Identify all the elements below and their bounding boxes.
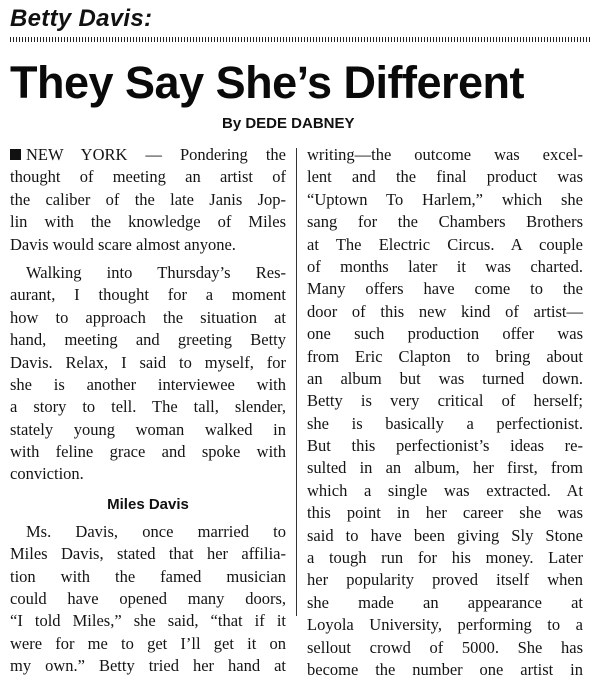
text-line: sellout crowd of 5000. She has	[307, 637, 583, 657]
text-line: aurant, I thought for a moment	[10, 285, 286, 305]
article-kicker: Betty Davis:	[10, 5, 153, 32]
text-line: how to approach the situation at	[10, 307, 286, 327]
kicker-rule	[10, 37, 590, 42]
paragraph-1	[10, 144, 286, 256]
text-line: my own.” Betty tried her hand at	[10, 656, 286, 676]
article-column-right	[307, 144, 583, 681]
text-line: Walking into Thursday’s Res-	[26, 262, 286, 282]
text-line: Betty is very critical of herself;	[307, 391, 583, 411]
text-line: thought of meeting an artist of	[10, 167, 286, 187]
text-line: an album but was turned down.	[307, 368, 583, 388]
text-line: at The Electric Circus. A couple	[307, 234, 583, 254]
text-line: with feline grace and spoke with	[10, 442, 286, 462]
text-line: lin with the knowledge of Miles	[10, 212, 286, 232]
text-line: she is basically a perfectionist.	[307, 413, 583, 433]
text-line: could have opened many doors,	[10, 589, 286, 609]
paragraph-2	[10, 262, 286, 486]
text-line: she is another interviewee with	[10, 374, 286, 394]
text-line: were for me to get I’ll get it on	[10, 633, 286, 653]
text-line: Many offers have come to the	[307, 279, 583, 299]
paragraph-bullet-icon	[10, 149, 21, 160]
text-line: sang for the Chambers Brothers	[307, 212, 583, 232]
section-subhead: Miles Davis	[107, 495, 189, 513]
text-line: conviction.	[10, 464, 84, 484]
text-line: she made an appearance at	[307, 592, 583, 612]
text-line: tion with the famed musician	[10, 566, 286, 586]
text-line: writing—the outcome was excel-	[307, 145, 583, 164]
text-line: “I told Miles,” she said, “that if it	[10, 611, 286, 631]
column-divider	[296, 148, 297, 616]
text-line: Loyola University, performing to a	[307, 615, 583, 635]
text-line: one such production offer was	[307, 324, 583, 344]
text-line	[10, 144, 286, 166]
text-line: of months later it was charted.	[307, 256, 583, 276]
text-line: lent and the final product was	[307, 167, 583, 187]
paragraph-3	[10, 521, 286, 678]
text-line: which a single was extracted. At	[307, 480, 583, 500]
text-line: Davis. Relax, I said to myself, for	[10, 352, 286, 372]
text-line: sulted in an album, her first, from	[307, 458, 583, 478]
text-line: Ms. Davis, once married to	[26, 521, 286, 541]
text-line: from Eric Clapton to bring about	[307, 346, 583, 366]
text-line: stately young woman walked in	[10, 419, 286, 439]
text-line-content: NEW YORK — Pondering the	[26, 145, 286, 164]
text-line: her popularity proved itself when	[307, 570, 583, 590]
text-line: Davis would scare almost anyone.	[10, 234, 236, 254]
text-line: said to have been giving Sly Stone	[307, 525, 583, 545]
text-line: door of this new kind of artist—	[307, 301, 583, 321]
text-line: a story to tell. The tall, slender,	[10, 397, 286, 417]
text-line: this point in her career she was	[307, 503, 583, 523]
text-line: hand, meeting and greeting Betty	[10, 330, 286, 350]
text-line: the caliber of the late Janis Jop-	[10, 189, 286, 209]
text-line: “Uptown To Harlem,” which she	[307, 189, 583, 209]
article-headline: They Say She’s Different	[10, 57, 525, 108]
text-line: But this perfectionist’s ideas re-	[307, 436, 583, 456]
text-line: Miles Davis, stated that her affilia-	[10, 544, 286, 564]
text-line: become the number one artist in	[307, 659, 583, 679]
article-column-left	[10, 144, 286, 678]
text-line: a tough run for his money. Later	[307, 548, 583, 568]
article-byline: By DEDE DABNEY	[222, 115, 355, 132]
